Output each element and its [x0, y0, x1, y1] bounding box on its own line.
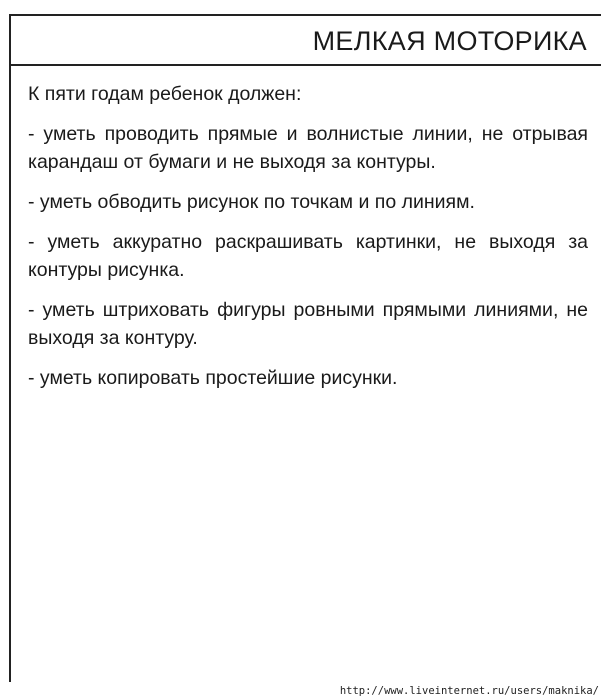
content-body: [28, 80, 588, 404]
intro-text: К пяти годам ребенок должен:: [28, 83, 302, 105]
list-item: - уметь обводить рисунок по точкам и по линиям.: [28, 191, 475, 213]
list-item: - уметь проводить прямые и волнистые линии, не отрывая карандаш от бумаги и не выходя за контуры.: [28, 123, 588, 173]
source-url: http://www.liveinternet.ru/users/maknika/: [339, 685, 599, 697]
title-bar: [9, 14, 601, 66]
list-item: - уметь аккуратно раскрашивать картинки, не выходя за контуры рисунка.: [28, 231, 588, 281]
page-title: МЕЛКАЯ МОТОРИКА: [312, 26, 587, 56]
list-item: - уметь копировать простейшие рисунки.: [28, 367, 398, 389]
list-item: - уметь штриховать фигуры ровными прямыми линиями, не выходя за контуру.: [28, 299, 588, 349]
